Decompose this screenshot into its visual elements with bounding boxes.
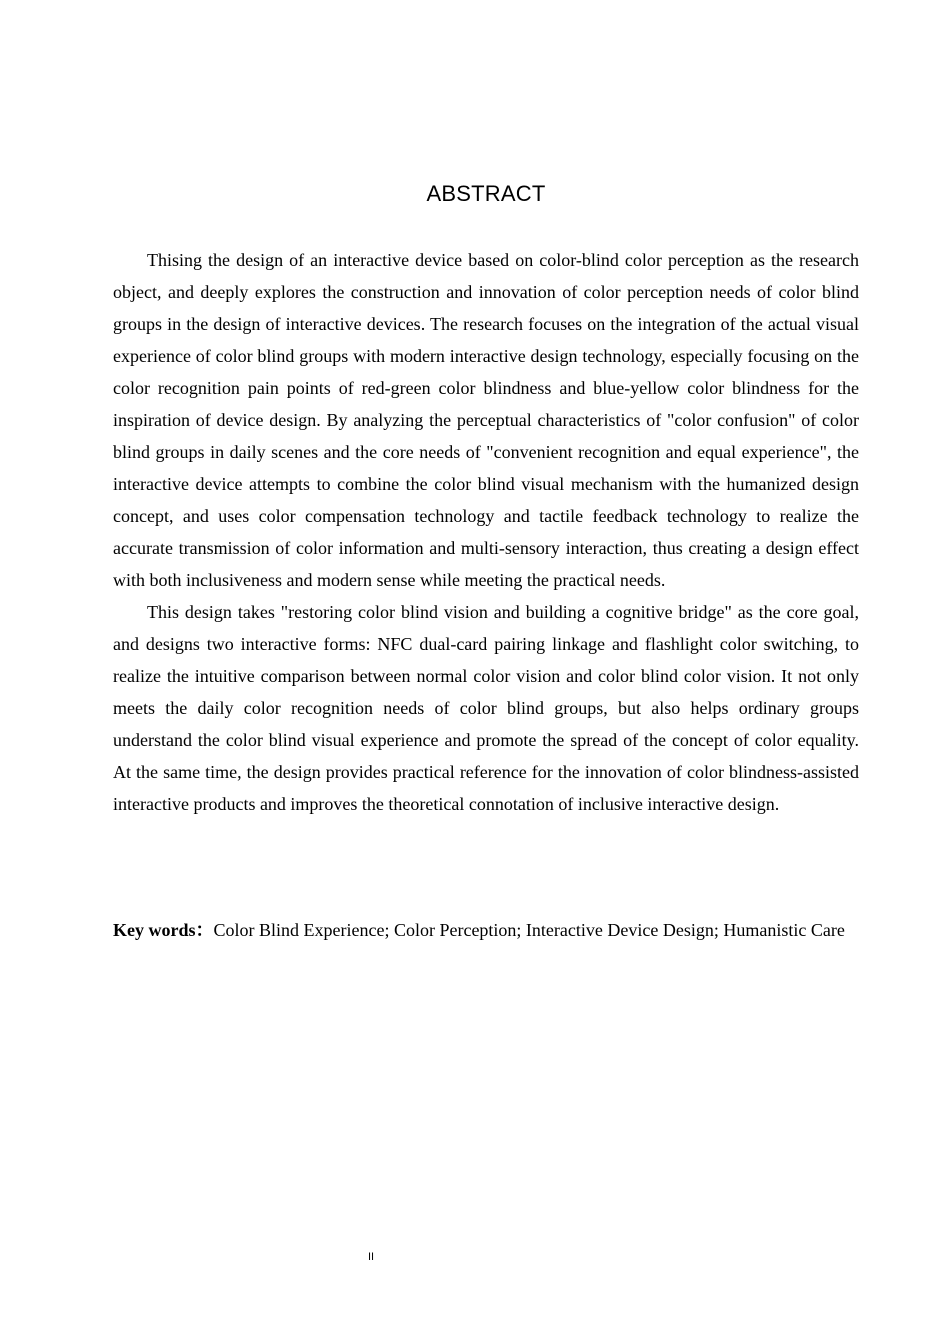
page-number: II — [368, 1251, 375, 1263]
keywords-line — [113, 914, 859, 946]
abstract-paragraph-1: Thising the design of an interactive device based on color-blind color perception as the research object, and deeply explores the construction and innovation of color perception needs of color blind groups in the design of interactive devices. The research focuses on the integration of the actual visual experience of color blind groups with modern interactive design technology, especially focusing on the color recognition pain points of red-green color blindness and blue-yellow color blindness for the inspiration of device design. By analyzing the perceptual characteristics of "color confusion" of color blind groups in daily scenes and the core needs of "convenient recognition and equal experience", the interactive device attempts to combine the color blind visual mechanism with the humanized design concept, and uses color compensation technology and tactile feedback technology to realize the accurate transmission of color information and multi-sensory interaction, thus creating a design effect with both inclusiveness and modern sense while meeting the practical needs. — [113, 250, 859, 590]
abstract-body — [113, 244, 859, 820]
keywords-label: Key words： — [113, 920, 214, 940]
abstract-paragraph-2: This design takes "restoring color blind vision and building a cognitive bridge" as the core goal, and designs two interactive forms: NFC dual-card pairing linkage and flashlight color switching, to realize the intuitive comparison between normal color vision and color blind color vision. It not only meets the daily color recognition needs of color blind groups, but also helps ordinary groups understand the color blind visual experience and promote the spread of the concept of color equality. At the same time, the design provides practical reference for the innovation of color blindness-assisted interactive products and improves the theoretical connotation of inclusive interactive design. — [113, 602, 859, 814]
keywords-text: Color Blind Experience; Color Perception; Interactive Device Design; Humanistic Care — [213, 920, 845, 940]
abstract-title: ABSTRACT — [426, 181, 546, 206]
